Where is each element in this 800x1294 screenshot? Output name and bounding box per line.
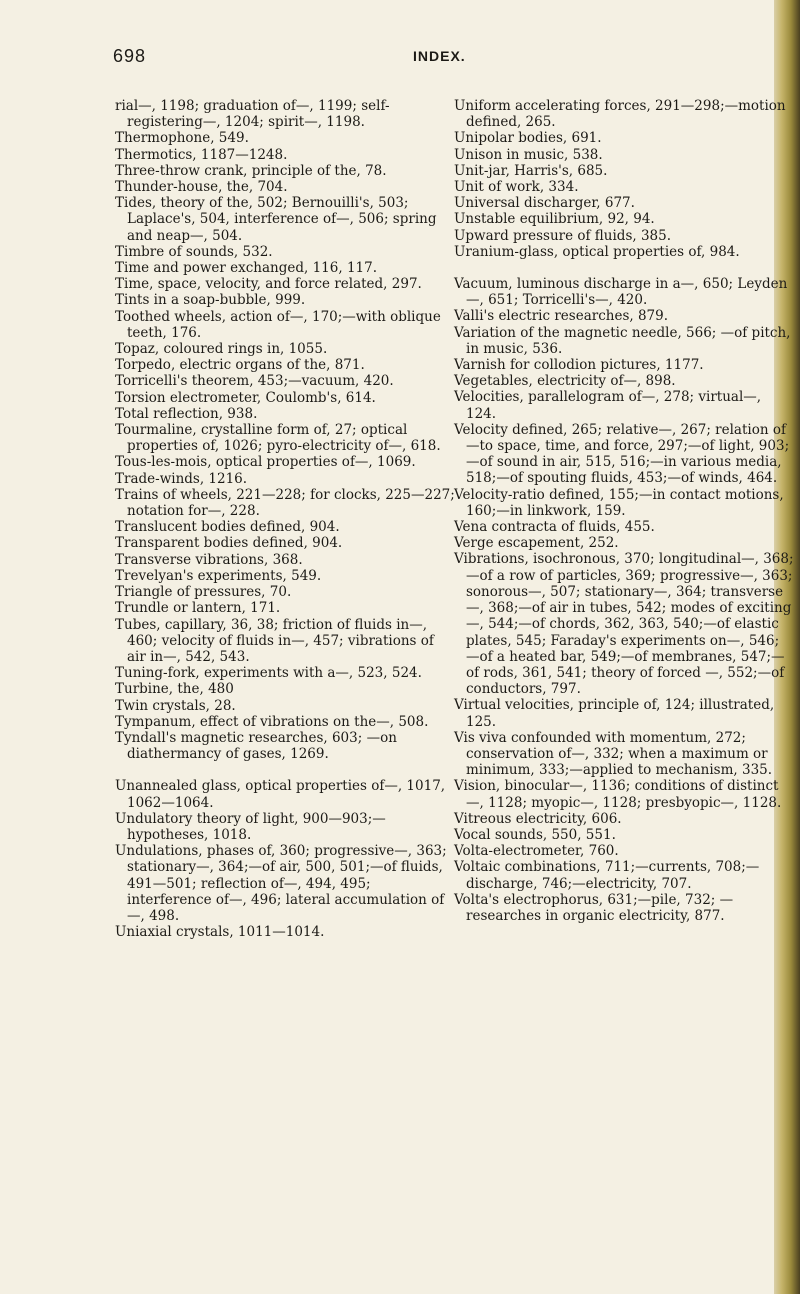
index-entry: Upward pressure of fluids, 385. <box>454 227 672 244</box>
index-entry: Vision, binocular—, 1136; conditions of distinct—, 1128; myopic—, 1128; presbyopic—, 1128. <box>454 778 782 811</box>
index-entry: Varnish for collodion pictures, 1177. <box>454 357 704 374</box>
index-entry: Twin crystals, 28. <box>115 697 236 714</box>
index-entry: Thunder-house, the, 704. <box>115 179 288 196</box>
index-entry: Unit of work, 334. <box>454 179 579 196</box>
index-entry: Trevelyan's experiments, 549. <box>115 567 322 584</box>
index-entry: Unit-jar, Harris's, 685. <box>454 162 608 179</box>
index-entry: Uniform accelerating forces, 291—298;—motion defined, 265. <box>454 98 786 131</box>
index-entry: Vis viva confounded with momentum, 272; conservation of—, 332; when a maximum or minimum, 333;—applied to mechanism, 335. <box>454 729 773 779</box>
index-entry: Vitreous electricity, 606. <box>454 810 622 827</box>
index-entry: Turbine, the, 480 <box>115 681 234 698</box>
index-entry: Timbre of sounds, 532. <box>115 243 273 260</box>
index-entry: Tympanum, effect of vibrations on the—, 508. <box>115 713 429 730</box>
index-entry: Universal discharger, 677. <box>454 195 635 212</box>
index-entry: Three-throw crank, principle of the, 78. <box>115 162 387 179</box>
index-entry: Time, space, velocity, and force related, 297. <box>115 276 422 293</box>
index-entry: Torpedo, electric organs of the, 871. <box>115 357 365 374</box>
index-entry: Tous-les-mois, optical properties of—, 1069. <box>115 454 416 471</box>
index-entry: Velocity defined, 265; relative—, 267; relation of—to space, time, and force, 297;—of light, 903;—of sound in air, 515, 516;—in various media, 518;—of spouting fluids, 453;—of winds, 464. <box>454 421 790 487</box>
index-entry: Undulations, phases of, 360; progressive—, 363; stationary—, 364;—of air, 500, 501;—of fluids, 491—501; reflection of—, 494, 495; interference of—, 496; lateral accumulation of—, 498. <box>115 843 447 924</box>
index-entry: Vocal sounds, 550, 551. <box>454 826 616 843</box>
index-entry: Uniaxial crystals, 1011—1014. <box>115 924 325 941</box>
index-entry: Vegetables, electricity of—, 898. <box>454 373 676 390</box>
index-entry: Topaz, coloured rings in, 1055. <box>115 341 328 358</box>
index-entry: Trade-winds, 1216. <box>115 470 248 487</box>
index-entry: Vena contracta of fluids, 455. <box>454 519 655 536</box>
index-entry: Tyndall's magnetic researches, 603; —on diathermancy of gases, 1269. <box>115 729 397 763</box>
index-entry: Tubes, capillary, 36, 38; friction of fluids in—, 460; velocity of fluids in—, 457; vibrations of air in—, 542, 543. <box>115 616 434 665</box>
index-entry: Uranium-glass, optical properties of, 984. <box>454 243 740 260</box>
index-entry: Velocity-ratio defined, 155;—in contact motions, 160;—in linkwork, 159. <box>454 486 784 519</box>
index-entry: Velocities, parallelogram of—, 278; virtual—, 124. <box>454 389 762 422</box>
index-entry: Unison in music, 538. <box>454 146 603 163</box>
index-entry: Thermophone, 549. <box>115 130 249 147</box>
index-entry: Time and power exchanged, 116, 117. <box>115 260 378 277</box>
index-entry: rial—, 1198; graduation of—, 1199; self-registering—, 1204; spirit—, 1198. <box>115 98 390 131</box>
index-entry: Tourmaline, crystalline form of, 27; optical properties of, 1026; pyro-electricity of—, 618. <box>115 422 441 455</box>
index-entry: Thermotics, 1187—1248. <box>115 146 288 163</box>
index-entry: Transparent bodies defined, 904. <box>115 535 343 552</box>
index-entry: Undulatory theory of light, 900—903;—hypotheses, 1018. <box>115 810 386 843</box>
running-head: INDEX. <box>413 48 466 64</box>
section-gap <box>115 762 455 778</box>
index-entry: Total reflection, 938. <box>115 405 258 422</box>
index-entry: Unipolar bodies, 691. <box>454 130 602 147</box>
page-header <box>113 46 733 76</box>
index-entry: Tides, theory of the, 502; Bernouilli's, 503; Laplace's, 504, interference of—, 506; spring and neap—, 504. <box>115 195 437 244</box>
index-entry: Translucent bodies defined, 904. <box>115 519 340 536</box>
index-entry: Trundle or lantern, 171. <box>115 600 281 617</box>
index-entry: Unstable equilibrium, 92, 94. <box>454 211 655 228</box>
section-gap <box>454 260 794 276</box>
index-entry: Vibrations, isochronous, 370; longitudinal—, 368;—of a row of particles, 369; progressive—, 363; sonorous—, 507; stationary—, 364; transverse —, 368;—of air in tubes, 542; modes of exciting—, 544;—of chords, 362, 363, 540;—of elastic plates, 545; Faraday's experiments on—, 546; —of a heated bar, 549;—of membranes, 547;—of rods, 361, 541; theory of forced —, 552;—of conductors, 797. <box>454 551 794 698</box>
index-entry: Transverse vibrations, 368. <box>115 551 303 568</box>
index-entry: Volta's electrophorus, 631;—pile, 732; —researches in organic electricity, 877. <box>454 891 734 924</box>
index-entry: Trains of wheels, 221—228; for clocks, 225—227; notation for—, 228. <box>115 486 455 520</box>
index-entry: Vacuum, luminous discharge in a—, 650; Leyden—, 651; Torricelli's—, 420. <box>454 276 788 309</box>
index-entry: Volta-electrometer, 760. <box>454 843 619 860</box>
page-number: 698 <box>113 46 147 66</box>
index-entry: Virtual velocities, principle of, 124; illustrated, 125. <box>454 697 775 730</box>
index-entry: Voltaic combinations, 711;—currents, 708;—discharge, 746;—electricity, 707. <box>454 859 760 892</box>
index-entry: Verge escapement, 252. <box>454 535 619 552</box>
index-entry: Toothed wheels, action of—, 170;—with oblique teeth, 176. <box>115 308 441 341</box>
index-entry: Tints in a soap-bubble, 999. <box>115 292 306 309</box>
index-entry: Valli's electric researches, 879. <box>454 308 669 325</box>
index-column-left <box>115 98 455 940</box>
index-column-right <box>454 98 794 924</box>
index-entry: Torricelli's theorem, 453;—vacuum, 420. <box>115 373 394 390</box>
index-entry: Unannealed glass, optical properties of—, 1017, 1062—1064. <box>115 778 446 811</box>
index-entry: Variation of the magnetic needle, 566; —of pitch, in music, 536. <box>454 324 791 357</box>
index-entry: Tuning-fork, experiments with a—, 523, 524. <box>115 665 422 682</box>
index-entry: Torsion electrometer, Coulomb's, 614. <box>115 389 376 406</box>
index-entry: Triangle of pressures, 70. <box>115 584 292 601</box>
